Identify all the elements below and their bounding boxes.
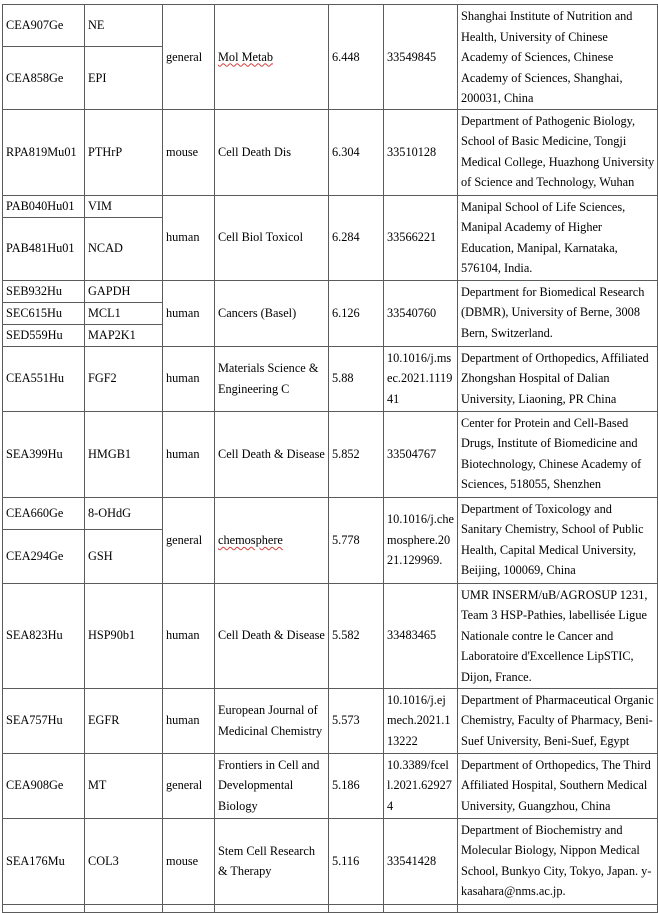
pmid-cell: 33541428 [384, 818, 458, 904]
journal-cell: Materials Science & Engineering C [215, 346, 329, 411]
impact-factor-cell: 5.573 [329, 688, 384, 753]
species-cell: mouse [163, 818, 215, 904]
affiliation-cell: Department of Orthopedics, The Third Affiliated Hospital, Southern Medical University, Guangzhou, China [458, 753, 658, 818]
table-row [3, 109, 658, 195]
pmid-cell: 10.1016/j.msec.2021.111941 [384, 346, 458, 411]
journal-cell: chemosphere [215, 497, 329, 583]
pmid-cell: 33510128 [384, 109, 458, 195]
journal-cell: Cell Death Dis [215, 109, 329, 195]
catalog-cell: SEC615Hu [3, 302, 85, 324]
target-cell: MT [85, 753, 163, 818]
impact-factor-cell: 5.582 [329, 583, 384, 688]
target-cell: EPI [85, 47, 163, 109]
affiliation-cell: Department of Pharmaceutical Organic Chemistry, Faculty of Pharmacy, Beni-Suef University, Beni-Suef, Egypt [458, 688, 658, 753]
citation-table-sheet [2, 4, 658, 913]
impact-factor-cell: 5.186 [329, 753, 384, 818]
table-row [3, 497, 658, 529]
target-cell: PTHrP [85, 109, 163, 195]
impact-factor-cell: 5.852 [329, 411, 384, 497]
catalog-cell: CEA660Ge [3, 497, 85, 529]
catalog-cell: SEA399Hu [3, 411, 85, 497]
catalog-cell: SEA823Hu [3, 583, 85, 688]
catalog-cell: CEA551Hu [3, 346, 85, 411]
affiliation-cell: UMR INSERM/uB/AGROSUP 1231, Team 3 HSP-Pathies, labellisée Ligue Nationale contre le Cancer and Laboratoire d'Excellence LipSTIC, Dijon, France. [458, 583, 658, 688]
catalog-cell: SED559Hu [3, 324, 85, 346]
pmid-cell: 33483465 [384, 583, 458, 688]
catalog-cell: CEA858Ge [3, 47, 85, 109]
catalog-cell: RPA819Mu01 [3, 109, 85, 195]
catalog-cell: CEA907Ge [3, 5, 85, 47]
affiliation-cell: Department of Biochemistry and Molecular Biology, Nippon Medical School, Bunkyo City, Tokyo, Japan. y-kasahara@nms.ac.jp. [458, 818, 658, 904]
pmid-cell: 33549845 [384, 5, 458, 110]
target-cell: FGF2 [85, 346, 163, 411]
target-cell: 8-OHdG [85, 497, 163, 529]
target-cell: GSH [85, 529, 163, 583]
impact-factor-cell: 6.448 [329, 5, 384, 110]
target-cell: HMGB1 [85, 411, 163, 497]
species-cell: general [163, 497, 215, 583]
catalog-cell: PAB481Hu01 [3, 217, 85, 280]
species-cell: general [163, 5, 215, 110]
impact-factor-cell: 5.88 [329, 346, 384, 411]
species-cell: human [163, 583, 215, 688]
pmid-cell: 10.1016/j.chemosphere.2021.129969. [384, 497, 458, 583]
table-row [3, 753, 658, 818]
catalog-cell: PAB040Hu01 [3, 195, 85, 217]
table-row [3, 904, 658, 912]
journal-cell: Mol Metab [215, 5, 329, 110]
table-row [3, 411, 658, 497]
table-row [3, 688, 658, 753]
species-cell: human [163, 411, 215, 497]
target-cell: EGFR [85, 688, 163, 753]
pmid-cell: 33566221 [384, 195, 458, 280]
affiliation-cell: Shanghai Institute of Nutrition and Health, University of Chinese Academy of Sciences, Chinese Academy of Sciences, Shanghai, 200031, China [458, 5, 658, 110]
pmid-cell: 33504767 [384, 411, 458, 497]
species-cell: mouse [163, 109, 215, 195]
impact-factor-cell: 5.116 [329, 818, 384, 904]
journal-cell: Stem Cell Research & Therapy [215, 818, 329, 904]
citation-table [2, 4, 658, 913]
impact-factor-cell: 5.778 [329, 497, 384, 583]
table-row [3, 583, 658, 688]
catalog-cell: SEA757Hu [3, 688, 85, 753]
species-cell: general [163, 753, 215, 818]
target-cell: NCAD [85, 217, 163, 280]
affiliation-cell: Manipal School of Life Sciences, Manipal Academy of Higher Education, Manipal, Karnataka, 576104, India. [458, 195, 658, 280]
catalog-cell: SEA176Mu [3, 818, 85, 904]
target-cell: VIM [85, 195, 163, 217]
species-cell: human [163, 688, 215, 753]
impact-factor-cell: 6.304 [329, 109, 384, 195]
journal-cell: Cell Biol Toxicol [215, 195, 329, 280]
table-row [3, 5, 658, 47]
table-row [3, 195, 658, 217]
catalog-cell: SEB932Hu [3, 280, 85, 302]
species-cell: human [163, 195, 215, 280]
table-row [3, 346, 658, 411]
journal-cell: Cell Death & Disease [215, 583, 329, 688]
target-cell: MCL1 [85, 302, 163, 324]
species-cell: human [163, 280, 215, 346]
journal-cell: European Journal of Medicinal Chemistry [215, 688, 329, 753]
pmid-cell: 10.1016/j.ejmech.2021.113222 [384, 688, 458, 753]
journal-cell: Cancers (Basel) [215, 280, 329, 346]
journal-cell: Cell Death & Disease [215, 411, 329, 497]
target-cell: COL3 [85, 818, 163, 904]
affiliation-cell: Center for Protein and Cell-Based Drugs, Institute of Biomedicine and Biotechnology, Chinese Academy of Sciences, 518055, Shenzhen [458, 411, 658, 497]
affiliation-cell: Department of Pathogenic Biology, School of Basic Medicine, Tongji Medical College, Huazhong University of Science and Technology, Wuhan [458, 109, 658, 195]
pmid-cell: 33540760 [384, 280, 458, 346]
impact-factor-cell: 6.284 [329, 195, 384, 280]
pmid-cell: 10.3389/fcell.2021.629274 [384, 753, 458, 818]
affiliation-cell: Department of Toxicology and Sanitary Chemistry, School of Public Health, Capital Medical University, Beijing, 100069, China [458, 497, 658, 583]
target-cell: MAP2K1 [85, 324, 163, 346]
journal-cell: Frontiers in Cell and Developmental Biology [215, 753, 329, 818]
catalog-cell: CEA908Ge [3, 753, 85, 818]
target-cell: GAPDH [85, 280, 163, 302]
target-cell: HSP90b1 [85, 583, 163, 688]
table-row [3, 280, 658, 302]
target-cell: NE [85, 5, 163, 47]
species-cell: human [163, 346, 215, 411]
affiliation-cell: Department of Orthopedics, Affiliated Zhongshan Hospital of Dalian University, Liaoning, PR China [458, 346, 658, 411]
impact-factor-cell: 6.126 [329, 280, 384, 346]
catalog-cell: CEA294Ge [3, 529, 85, 583]
affiliation-cell: Department for Biomedical Research (DBMR), University of Berne, 3008 Bern, Switzerland. [458, 280, 658, 346]
table-row [3, 818, 658, 904]
